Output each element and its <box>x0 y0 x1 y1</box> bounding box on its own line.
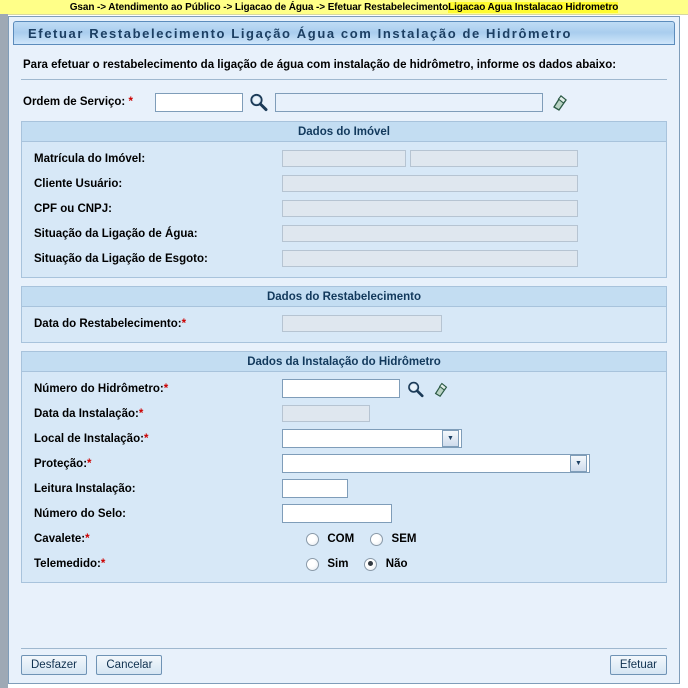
ordem-servico-description <box>275 93 543 112</box>
eraser-icon[interactable] <box>430 378 452 400</box>
numero-hidrometro-input[interactable] <box>282 379 400 398</box>
magnifier-icon[interactable] <box>404 378 426 400</box>
telemedido-label: Telemedido:* <box>34 557 106 570</box>
data-instalacao-input[interactable] <box>282 405 370 422</box>
divider <box>21 79 667 80</box>
telemedido-row <box>22 551 666 576</box>
leitura-instalacao-row <box>22 476 666 501</box>
data-restabelecimento-label: Data do Restabelecimento:* <box>34 317 187 330</box>
cancelar-button[interactable]: Cancelar <box>96 655 162 675</box>
cliente-usuario-row <box>22 171 666 196</box>
desfazer-button[interactable]: Desfazer <box>21 655 87 675</box>
radio-icon[interactable] <box>306 558 319 571</box>
leitura-instalacao-label: Leitura Instalação: <box>34 482 136 495</box>
numero-selo-label: Número do Selo: <box>34 507 127 520</box>
group-title-imovel: Dados do Imóvel <box>22 122 666 142</box>
cavalete-option-sem[interactable] <box>370 531 432 545</box>
data-instalacao-label: Data da Instalação:* <box>34 407 144 420</box>
window-title-bar <box>13 21 675 45</box>
situacao-agua-input[interactable] <box>282 225 578 242</box>
situacao-esgoto-input[interactable] <box>282 250 578 267</box>
protecao-label: Proteção:* <box>34 457 92 470</box>
required-marker: * <box>100 557 106 570</box>
ordem-servico-row <box>21 88 667 121</box>
group-dados-imovel <box>21 121 667 278</box>
required-marker: * <box>128 96 133 108</box>
situacao-agua-row <box>22 221 666 246</box>
cavalete-option-com-label: COM <box>327 533 355 546</box>
situacao-esgoto-label: Situação da Ligação de Esgoto: <box>34 252 208 265</box>
cpf-cnpj-label: CPF ou CNPJ: <box>34 202 112 215</box>
page-title: Efetuar Restabelecimento Ligação Água com Instalação de Hidrômetro <box>28 25 573 41</box>
cpf-cnpj-input[interactable] <box>282 200 578 217</box>
group-title-hidrometro: Dados da Instalação do Hidrômetro <box>22 352 666 372</box>
group-dados-hidrometro <box>21 351 667 583</box>
ordem-servico-input[interactable] <box>155 93 243 112</box>
numero-hidrometro-row <box>22 376 666 401</box>
efetuar-button[interactable]: Efetuar <box>610 655 667 675</box>
numero-hidrometro-label: Número do Hidrômetro:* <box>34 382 169 395</box>
required-marker: * <box>87 457 92 470</box>
protecao-select[interactable] <box>282 454 590 473</box>
chevron-down-icon: ▼ <box>442 430 459 447</box>
matricula-descricao-input[interactable] <box>410 150 578 167</box>
form-panel <box>8 16 680 684</box>
matricula-row <box>22 146 666 171</box>
required-marker: * <box>181 317 187 330</box>
telemedido-option-sim-label: Sim <box>327 558 349 571</box>
eraser-icon[interactable] <box>549 91 571 113</box>
radio-icon[interactable] <box>370 533 383 546</box>
footer-divider <box>21 648 667 649</box>
numero-selo-row <box>22 501 666 526</box>
radio-icon[interactable] <box>306 533 319 546</box>
situacao-esgoto-row <box>22 246 666 271</box>
required-marker: * <box>163 382 169 395</box>
cavalete-label: Cavalete:* <box>34 532 90 545</box>
matricula-input[interactable] <box>282 150 406 167</box>
cliente-usuario-label: Cliente Usuário: <box>34 177 123 190</box>
cpf-cnpj-row <box>22 196 666 221</box>
ordem-servico-label: Ordem de Serviço: * <box>23 96 133 108</box>
required-marker: * <box>143 432 149 445</box>
form-instructions: Para efetuar o restabelecimento da ligação de água com instalação de hidrômetro, informe os dados abaixo: <box>23 59 617 71</box>
group-dados-restabelecimento <box>21 286 667 343</box>
leitura-instalacao-input[interactable] <box>282 479 348 498</box>
cliente-usuario-input[interactable] <box>282 175 578 192</box>
breadcrumb-path: Gsan -> Atendimento ao Público -> Ligacao de Água -> Efetuar Restabelecimento <box>69 1 449 13</box>
chevron-down-icon: ▼ <box>570 455 587 472</box>
data-instalacao-row <box>22 401 666 426</box>
required-marker: * <box>85 532 90 545</box>
cavalete-option-com[interactable] <box>306 531 370 545</box>
group-title-restabelecimento: Dados do Restabelecimento <box>22 287 666 307</box>
left-rail <box>0 14 8 688</box>
local-instalacao-label: Local de Instalação:* <box>34 432 149 445</box>
numero-selo-input[interactable] <box>282 504 392 523</box>
footer-actions <box>9 655 679 675</box>
breadcrumb <box>0 0 688 15</box>
cavalete-option-sem-label: SEM <box>391 533 417 546</box>
protecao-row <box>22 451 666 476</box>
telemedido-option-nao-label: Não <box>385 558 408 571</box>
radio-icon[interactable] <box>364 558 377 571</box>
required-marker: * <box>138 407 144 420</box>
telemedido-option-sim[interactable] <box>306 556 364 570</box>
situacao-agua-label: Situação da Ligação de Água: <box>34 227 198 240</box>
form-content <box>9 45 679 583</box>
local-instalacao-row <box>22 426 666 451</box>
telemedido-option-nao[interactable] <box>364 556 423 570</box>
matricula-label: Matrícula do Imóvel: <box>34 152 146 165</box>
cavalete-row <box>22 526 666 551</box>
data-restabelecimento-input[interactable] <box>282 315 442 332</box>
magnifier-icon[interactable] <box>247 91 269 113</box>
breadcrumb-current: Ligacao Agua Instalacao Hidrometro <box>448 1 619 13</box>
local-instalacao-select[interactable] <box>282 429 462 448</box>
data-restabelecimento-row <box>22 311 666 336</box>
